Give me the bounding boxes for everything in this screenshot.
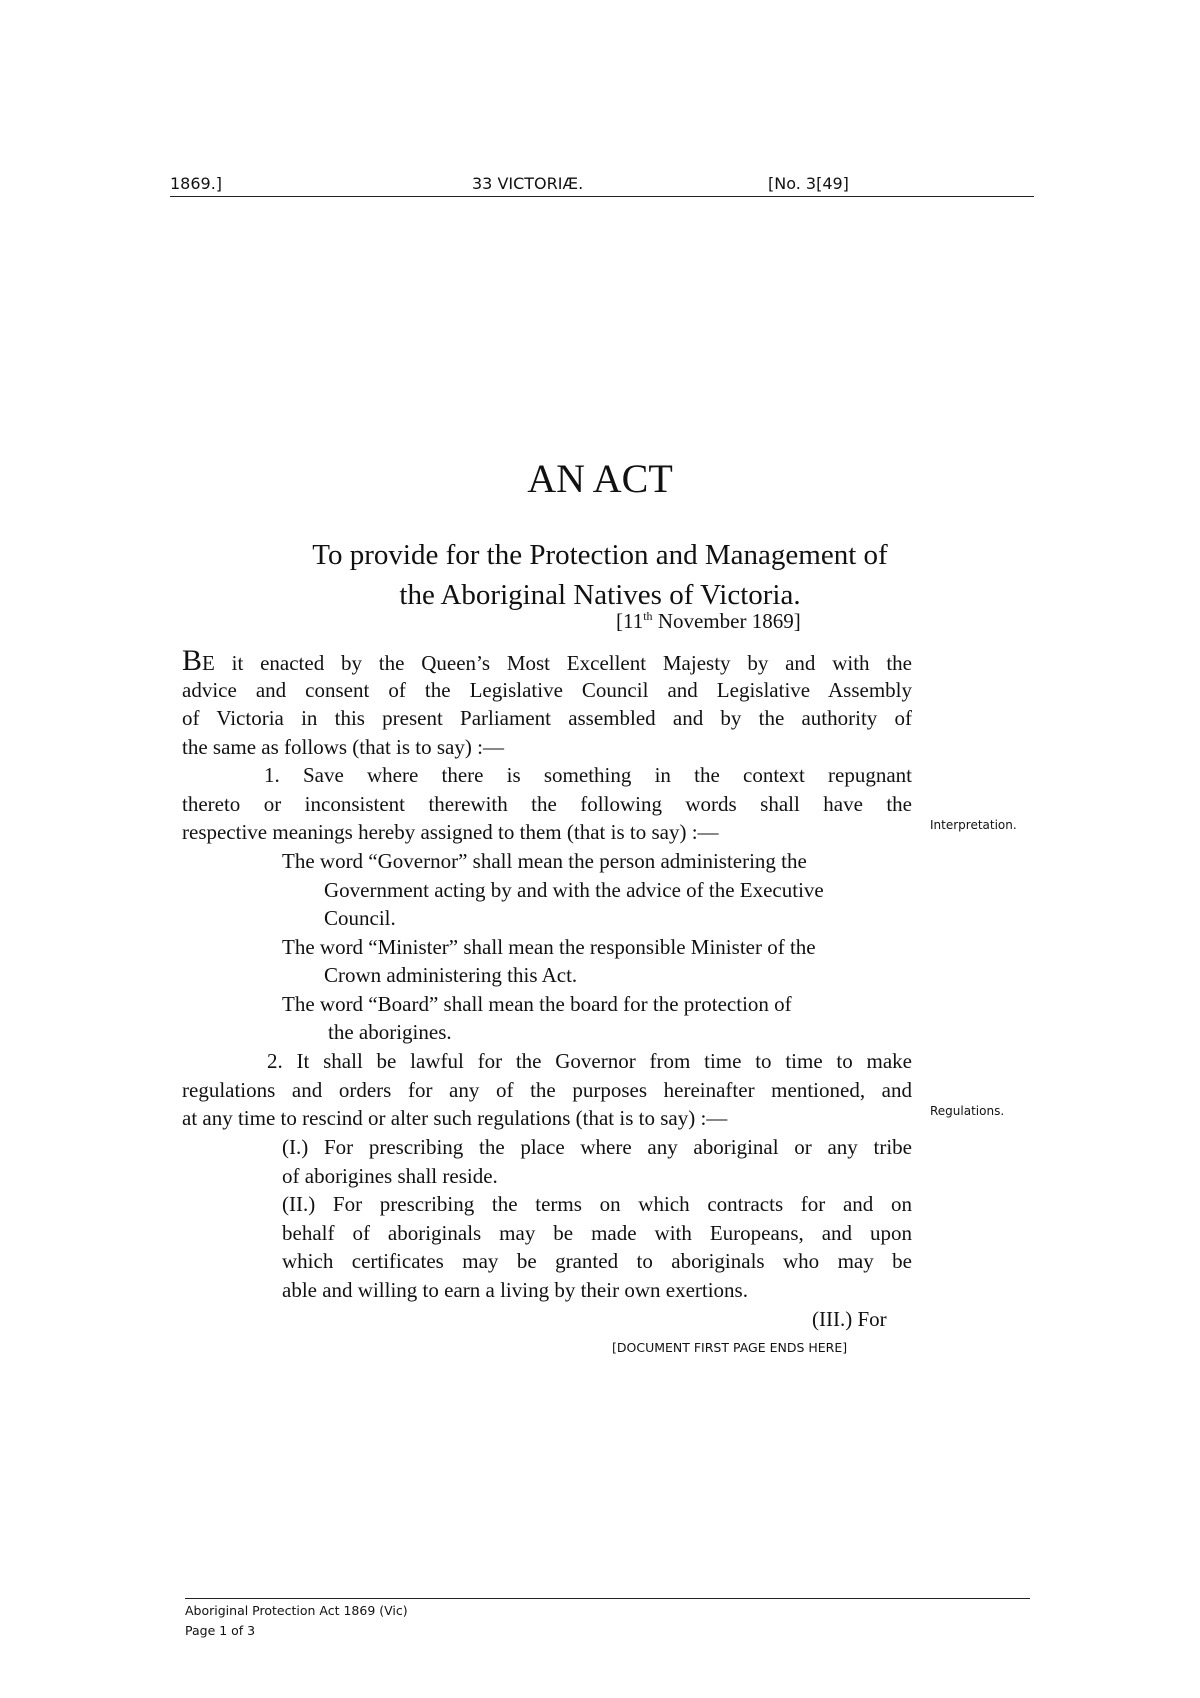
- regulation-line: of aborigines shall reside.: [282, 1163, 498, 1188]
- long-title-line: To provide for the Protection and Management of: [312, 539, 888, 571]
- drop-cap: B: [182, 644, 203, 677]
- definitions: [282, 847, 912, 1047]
- assent-date: [616, 609, 801, 634]
- section-2: [182, 1047, 912, 1133]
- section-line: at any time to rescind or alter such regulations (that is to say) :—: [182, 1106, 728, 1130]
- footer-rule: [185, 1598, 1030, 1599]
- regulation-line: which certificates may be granted to aboriginals who may be: [282, 1249, 912, 1273]
- margin-note-regulations: Regulations.: [930, 1104, 1005, 1118]
- date-suffix: November 1869]: [652, 609, 801, 633]
- header-rule: [170, 196, 1034, 197]
- regulation-line: (II.) For prescribing the terms on which contracts for and on: [282, 1192, 912, 1216]
- regulation-line: able and willing to earn a living by their own exertions.: [282, 1277, 748, 1302]
- header-act-number: [No. 3[49]: [768, 174, 849, 193]
- date-ordinal: th: [643, 609, 653, 623]
- margin-note-interpretation: Interpretation.: [930, 818, 1017, 832]
- enacting-clause: [182, 644, 912, 761]
- section-1: [182, 761, 912, 847]
- header-regnal-year: 33 VICTORIÆ.: [472, 174, 584, 193]
- enacting-line: [182, 644, 912, 677]
- definition-line: the aborigines.: [328, 1020, 452, 1044]
- enacting-line: of Victoria in this present Parliament assembled and by the authority of: [182, 706, 912, 730]
- enacting-line: advice and consent of the Legislative Council and Legislative Assembly: [182, 677, 912, 702]
- definition-line: Crown administering this Act.: [324, 963, 578, 987]
- long-title-line: the Aboriginal Natives of Victoria.: [399, 579, 801, 611]
- definition-line: The word “Governor” shall mean the person administering the: [282, 849, 807, 873]
- definition-line: Government acting by and with the advice of the Executive: [324, 877, 824, 902]
- section-line: 2. It shall be lawful for the Governor from time to time to make: [267, 1049, 912, 1073]
- section-line: thereto or inconsistent therewith the following words shall have the: [182, 791, 912, 816]
- enacting-line-rest: E it enacted by the Queen’s Most Excellent Majesty by and with the: [202, 651, 912, 675]
- date-prefix: [11: [616, 609, 644, 633]
- definition-line: The word “Minister” shall mean the responsible Minister of the: [282, 934, 816, 959]
- regulation-items: [282, 1133, 912, 1304]
- header-year: 1869.]: [170, 174, 223, 193]
- regulation-line: behalf of aboriginals may be made with Europeans, and upon: [282, 1220, 912, 1245]
- act-long-title: [0, 535, 1200, 615]
- footer-page-number: Page 1 of 3: [185, 1623, 256, 1638]
- running-header: [170, 174, 1034, 198]
- definition-line: Council.: [324, 906, 396, 930]
- definition-line: The word “Board” shall mean the board for the protection of: [282, 991, 792, 1016]
- footer-citation: Aboriginal Protection Act 1869 (Vic): [185, 1603, 408, 1618]
- regulation-line: (I.) For prescribing the place where any aboriginal or any tribe: [282, 1135, 912, 1159]
- section-line: regulations and orders for any of the purposes hereinafter mentioned, and: [182, 1077, 912, 1102]
- section-line: respective meanings hereby assigned to them (that is to say) :—: [182, 820, 719, 844]
- act-title: AN ACT: [527, 456, 673, 501]
- catchword: (III.) For: [812, 1307, 887, 1331]
- page-end-note: [DOCUMENT FIRST PAGE ENDS HERE]: [612, 1340, 848, 1355]
- section-line: 1. Save where there is something in the context repugnant: [264, 763, 912, 787]
- enacting-line: the same as follows (that is to say) :—: [182, 734, 504, 759]
